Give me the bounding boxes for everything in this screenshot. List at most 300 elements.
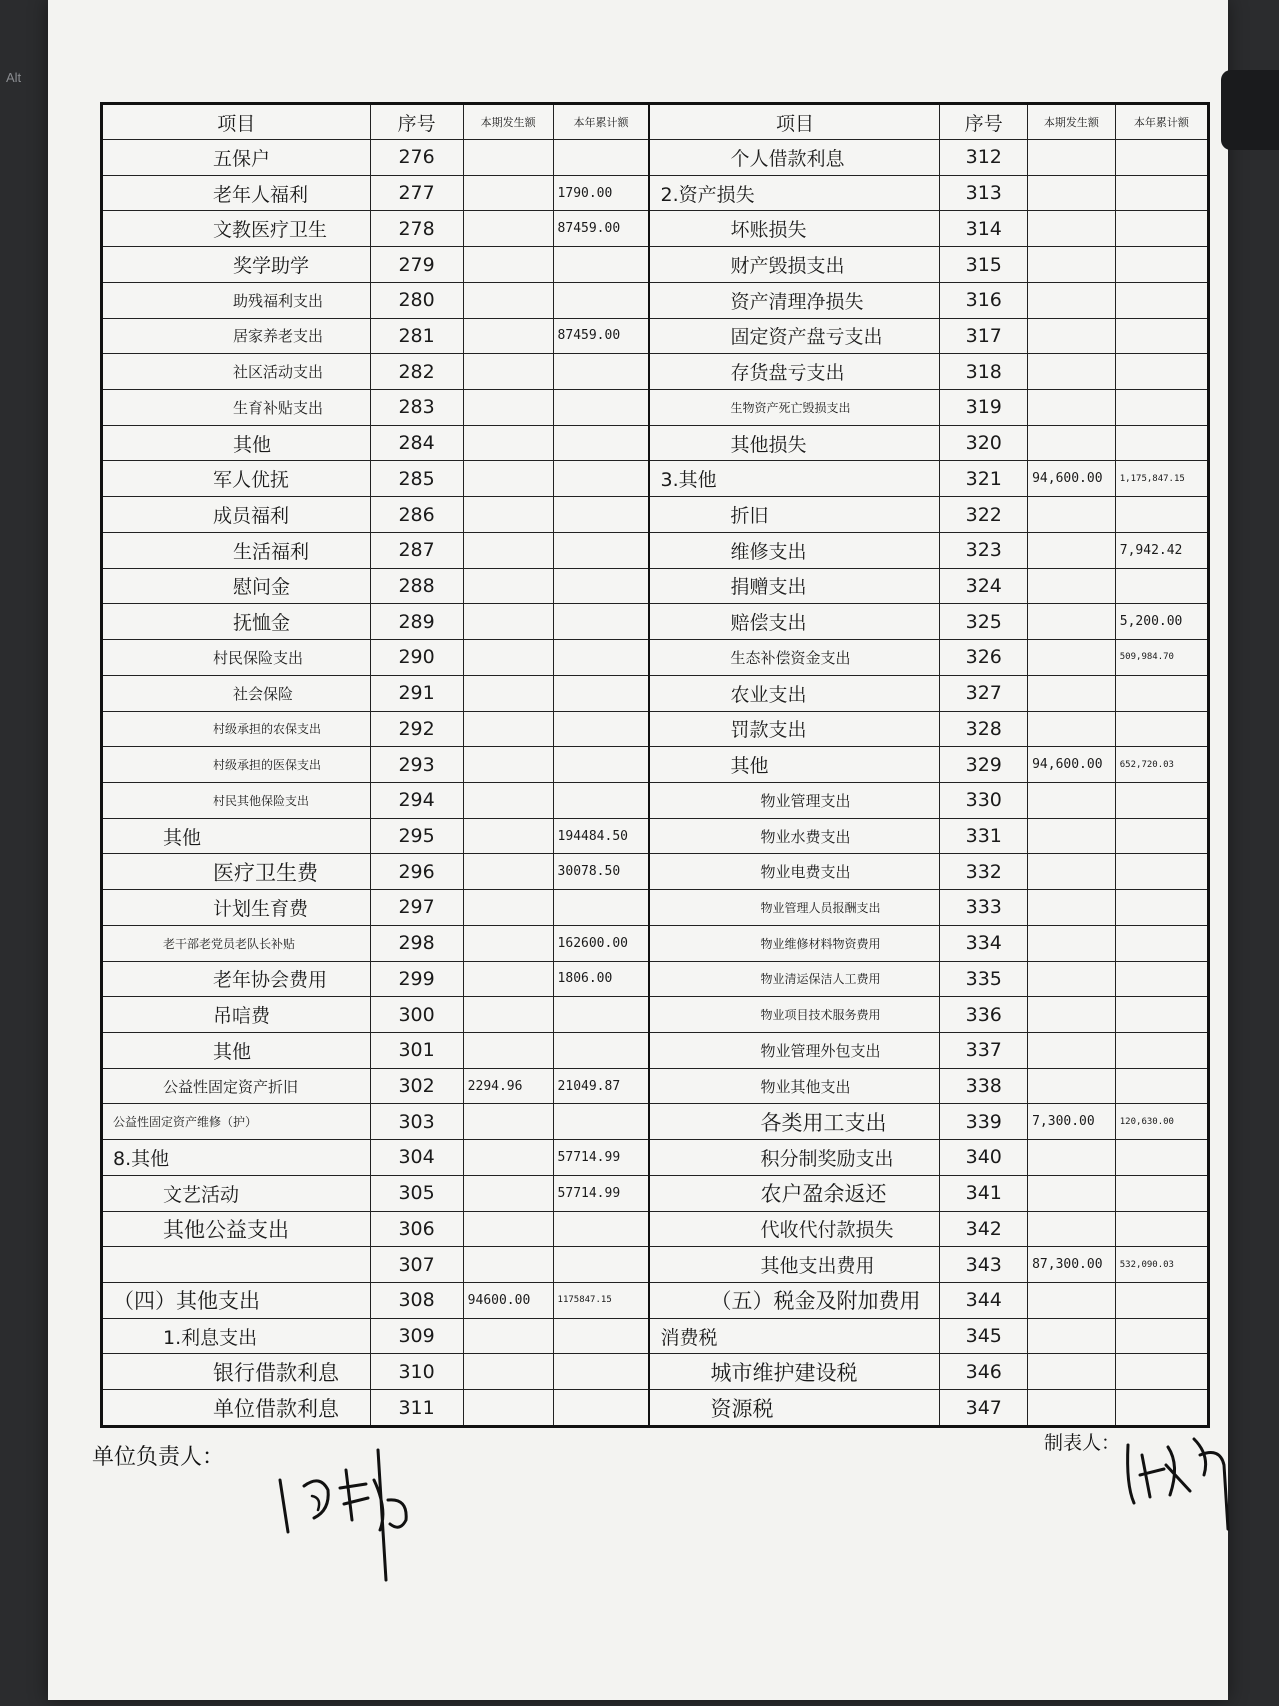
left-ytd-cell [553,247,649,283]
right-ytd-cell: 7,942.42 [1115,532,1208,568]
left-seq-cell: 311 [370,1390,463,1427]
right-current-cell [1028,211,1116,247]
left-ytd-cell [553,532,649,568]
left-item-cell: 公益性固定资产维修（护） [102,1104,371,1140]
right-item-cell: 捐赠支出 [649,568,939,604]
right-ytd-cell [1115,390,1208,426]
right-item-cell: 其他损失 [649,425,939,461]
right-ytd-cell [1115,247,1208,283]
left-ytd-cell: 194484.50 [553,818,649,854]
left-item-cell: 社区活动支出 [102,354,371,390]
left-ytd-cell: 21049.87 [553,1068,649,1104]
table-row [102,782,1209,818]
right-seq-cell: 315 [940,247,1028,283]
left-current-cell [463,925,553,961]
right-current-cell [1028,997,1116,1033]
right-seq-cell: 345 [940,1318,1028,1354]
right-current-cell: 94,600.00 [1028,747,1116,783]
right-ytd-cell: 1,175,847.15 [1115,461,1208,497]
right-seq-cell: 328 [940,711,1028,747]
table-row [102,961,1209,997]
left-item-cell: 其他 [102,1032,371,1068]
right-seq-cell: 312 [940,140,1028,176]
left-current-cell [463,497,553,533]
left-seq-cell: 296 [370,854,463,890]
right-ytd-cell [1115,425,1208,461]
left-seq-cell: 286 [370,497,463,533]
right-item-cell: 生物资产死亡毁损支出 [649,390,939,426]
right-item-cell: 维修支出 [649,532,939,568]
left-item-cell: （四）其他支出 [102,1283,371,1319]
left-seq-cell: 287 [370,532,463,568]
left-seq-cell: 292 [370,711,463,747]
left-ytd-cell [553,1318,649,1354]
left-current-cell [463,1390,553,1427]
left-ytd-cell [553,1390,649,1427]
right-item-cell: 赔偿支出 [649,604,939,640]
right-seq-cell: 332 [940,854,1028,890]
left-seq-cell: 285 [370,461,463,497]
right-item-cell: 代收代付款损失 [649,1211,939,1247]
right-seq-cell: 331 [940,818,1028,854]
left-seq-cell: 293 [370,747,463,783]
left-current-cell [463,1354,553,1390]
left-current-cell [463,854,553,890]
left-current-cell [463,890,553,926]
left-current-cell [463,318,553,354]
left-ytd-cell [553,390,649,426]
right-current-cell [1028,140,1116,176]
right-ytd-cell [1115,1032,1208,1068]
table-row [102,568,1209,604]
right-ytd-cell [1115,354,1208,390]
left-current-cell [463,425,553,461]
left-current-cell [463,354,553,390]
left-current-cell [463,1211,553,1247]
right-current-cell [1028,1318,1116,1354]
right-current-cell [1028,354,1116,390]
background-device [1221,70,1279,150]
col-header-current-right: 本期发生额 [1028,104,1116,140]
left-current-cell [463,140,553,176]
table-row [102,211,1209,247]
right-ytd-cell: 652,720.03 [1115,747,1208,783]
left-seq-cell: 302 [370,1068,463,1104]
right-ytd-cell [1115,1140,1208,1176]
left-seq-cell: 291 [370,675,463,711]
table-row [102,175,1209,211]
left-ytd-cell [553,282,649,318]
right-item-cell: 积分制奖励支出 [649,1140,939,1176]
right-item-cell: 生态补偿资金支出 [649,640,939,676]
right-seq-cell: 316 [940,282,1028,318]
left-ytd-cell: 57714.99 [553,1140,649,1176]
right-current-cell [1028,1390,1116,1427]
right-ytd-cell [1115,711,1208,747]
left-item-cell: 村民其他保险支出 [102,782,371,818]
left-current-cell [463,568,553,604]
left-item-cell: 银行借款利息 [102,1354,371,1390]
left-ytd-cell: 1806.00 [553,961,649,997]
right-ytd-cell [1115,818,1208,854]
left-current-cell [463,282,553,318]
left-item-cell: 军人优抚 [102,461,371,497]
right-ytd-cell [1115,318,1208,354]
table-row [102,1247,1209,1283]
table-row [102,997,1209,1033]
right-item-cell: 各类用工支出 [649,1104,939,1140]
table-row [102,640,1209,676]
right-ytd-cell [1115,1211,1208,1247]
table-row [102,1283,1209,1319]
right-seq-cell: 334 [940,925,1028,961]
right-seq-cell: 347 [940,1390,1028,1427]
right-ytd-cell [1115,890,1208,926]
right-ytd-cell [1115,1390,1208,1427]
left-current-cell [463,247,553,283]
right-current-cell [1028,318,1116,354]
right-ytd-cell: 532,090.03 [1115,1247,1208,1283]
left-ytd-cell [553,890,649,926]
left-ytd-cell [553,461,649,497]
left-item-cell: 吊唁费 [102,997,371,1033]
left-ytd-cell [553,640,649,676]
right-ytd-cell [1115,854,1208,890]
table-row [102,140,1209,176]
left-ytd-cell: 30078.50 [553,854,649,890]
left-seq-cell: 295 [370,818,463,854]
left-item-cell: 计划生育费 [102,890,371,926]
right-seq-cell: 319 [940,390,1028,426]
right-seq-cell: 344 [940,1283,1028,1319]
table-row [102,1175,1209,1211]
left-ytd-cell [553,747,649,783]
left-current-cell [463,1175,553,1211]
left-ytd-cell: 87459.00 [553,211,649,247]
left-item-cell: 生活福利 [102,532,371,568]
left-current-cell [463,1140,553,1176]
right-item-cell: 罚款支出 [649,711,939,747]
right-ytd-cell [1115,782,1208,818]
right-item-cell: 物业项目技术服务费用 [649,997,939,1033]
left-item-cell: 成员福利 [102,497,371,533]
right-seq-cell: 336 [940,997,1028,1033]
left-seq-cell: 294 [370,782,463,818]
right-ytd-cell [1115,1283,1208,1319]
left-seq-cell: 303 [370,1104,463,1140]
left-current-cell [463,175,553,211]
table-row [102,1140,1209,1176]
left-current-cell [463,675,553,711]
table-row [102,890,1209,926]
right-ytd-cell: 509,984.70 [1115,640,1208,676]
table-header-row [102,104,1209,140]
left-seq-cell: 299 [370,961,463,997]
left-current-cell [463,961,553,997]
right-current-cell: 87,300.00 [1028,1247,1116,1283]
right-seq-cell: 329 [940,747,1028,783]
right-item-cell: 财产毁损支出 [649,247,939,283]
right-item-cell: 物业电费支出 [649,854,939,890]
left-ytd-cell [553,354,649,390]
right-item-cell: 折旧 [649,497,939,533]
right-ytd-cell [1115,1354,1208,1390]
right-seq-cell: 343 [940,1247,1028,1283]
right-current-cell [1028,247,1116,283]
left-ytd-cell [553,140,649,176]
right-ytd-cell: 120,630.00 [1115,1104,1208,1140]
table-row [102,747,1209,783]
left-current-cell [463,1318,553,1354]
left-item-cell: 生育补贴支出 [102,390,371,426]
right-item-cell: 物业管理人员报酬支出 [649,890,939,926]
left-current-cell [463,461,553,497]
table-row [102,1354,1209,1390]
right-seq-cell: 320 [940,425,1028,461]
left-item-cell: 村级承担的医保支出 [102,747,371,783]
table-row [102,711,1209,747]
left-ytd-cell [553,1211,649,1247]
expense-ledger-table [100,102,1210,1428]
right-current-cell [1028,1140,1116,1176]
left-item-cell: 慰问金 [102,568,371,604]
right-item-cell: 物业管理支出 [649,782,939,818]
right-seq-cell: 340 [940,1140,1028,1176]
right-current-cell [1028,782,1116,818]
right-current-cell [1028,818,1116,854]
left-seq-cell: 283 [370,390,463,426]
right-seq-cell: 322 [940,497,1028,533]
right-seq-cell: 335 [940,961,1028,997]
left-current-cell [463,711,553,747]
left-ytd-cell [553,711,649,747]
right-seq-cell: 342 [940,1211,1028,1247]
table-body [102,140,1209,1427]
left-current-cell [463,211,553,247]
left-item-cell [102,1247,371,1283]
left-seq-cell: 307 [370,1247,463,1283]
right-ytd-cell [1115,282,1208,318]
right-ytd-cell [1115,497,1208,533]
left-item-cell: 助残福利支出 [102,282,371,318]
right-item-cell: 存货盘亏支出 [649,354,939,390]
right-item-cell: 其他 [649,747,939,783]
right-current-cell [1028,532,1116,568]
right-seq-cell: 333 [940,890,1028,926]
right-ytd-cell [1115,997,1208,1033]
right-item-cell: 城市维护建设税 [649,1354,939,1390]
table-row [102,675,1209,711]
left-item-cell: 老年人福利 [102,175,371,211]
right-current-cell [1028,961,1116,997]
left-item-cell: 8.其他 [102,1140,371,1176]
left-ytd-cell: 57714.99 [553,1175,649,1211]
left-seq-cell: 305 [370,1175,463,1211]
right-ytd-cell [1115,140,1208,176]
right-item-cell: 消费税 [649,1318,939,1354]
right-current-cell [1028,604,1116,640]
right-current-cell [1028,1068,1116,1104]
right-seq-cell: 323 [940,532,1028,568]
right-item-cell: 资产清理净损失 [649,282,939,318]
table-row [102,461,1209,497]
right-seq-cell: 313 [940,175,1028,211]
right-current-cell [1028,925,1116,961]
left-current-cell [463,390,553,426]
right-item-cell: 坏账损失 [649,211,939,247]
left-ytd-cell: 1175847.15 [553,1283,649,1319]
table-row [102,1318,1209,1354]
table-row [102,1211,1209,1247]
table-row [102,1032,1209,1068]
left-seq-cell: 290 [370,640,463,676]
right-current-cell [1028,854,1116,890]
unit-head-label: 单位负责人： [92,1444,225,1469]
col-header-item-right: 项目 [649,104,939,140]
left-current-cell [463,1247,553,1283]
left-current-cell [463,997,553,1033]
right-seq-cell: 324 [940,568,1028,604]
left-seq-cell: 298 [370,925,463,961]
right-current-cell [1028,711,1116,747]
table-row [102,318,1209,354]
right-seq-cell: 314 [940,211,1028,247]
right-seq-cell: 339 [940,1104,1028,1140]
right-seq-cell: 325 [940,604,1028,640]
left-item-cell: 单位借款利息 [102,1390,371,1427]
left-seq-cell: 280 [370,282,463,318]
table-row [102,497,1209,533]
preparer-signature [1120,1425,1240,1535]
right-current-cell [1028,390,1116,426]
left-ytd-cell [553,1104,649,1140]
right-current-cell [1028,282,1116,318]
right-ytd-cell [1115,568,1208,604]
left-seq-cell: 297 [370,890,463,926]
left-seq-cell: 308 [370,1283,463,1319]
left-seq-cell: 277 [370,175,463,211]
left-current-cell [463,1104,553,1140]
right-item-cell: 其他支出费用 [649,1247,939,1283]
right-item-cell: 物业其他支出 [649,1068,939,1104]
right-ytd-cell [1115,1318,1208,1354]
keyboard-alt-key: Alt [6,70,22,85]
left-current-cell [463,782,553,818]
right-current-cell: 7,300.00 [1028,1104,1116,1140]
left-seq-cell: 281 [370,318,463,354]
left-item-cell: 老年协会费用 [102,961,371,997]
right-item-cell: 2.资产损失 [649,175,939,211]
left-item-cell: 1.利息支出 [102,1318,371,1354]
left-item-cell: 村民保险支出 [102,640,371,676]
left-ytd-cell: 162600.00 [553,925,649,961]
right-current-cell [1028,175,1116,211]
right-item-cell: 农户盈余返还 [649,1175,939,1211]
preparer-label: 制表人： [1044,1433,1121,1454]
right-current-cell [1028,640,1116,676]
left-item-cell: 奖学助学 [102,247,371,283]
right-current-cell [1028,890,1116,926]
left-ytd-cell [553,1032,649,1068]
left-current-cell [463,604,553,640]
table-row [102,818,1209,854]
right-current-cell [1028,568,1116,604]
right-current-cell [1028,425,1116,461]
right-current-cell: 94,600.00 [1028,461,1116,497]
table-row [102,1068,1209,1104]
right-item-cell: 农业支出 [649,675,939,711]
left-item-cell: 抚恤金 [102,604,371,640]
left-item-cell: 文教医疗卫生 [102,211,371,247]
left-seq-cell: 306 [370,1211,463,1247]
right-item-cell: 物业清运保洁人工费用 [649,961,939,997]
right-item-cell: 物业水费支出 [649,818,939,854]
right-item-cell: 3.其他 [649,461,939,497]
right-item-cell: 物业维修材料物资费用 [649,925,939,961]
left-seq-cell: 282 [370,354,463,390]
left-ytd-cell [553,1354,649,1390]
right-current-cell [1028,1175,1116,1211]
left-item-cell: 其他公益支出 [102,1211,371,1247]
right-ytd-cell [1115,175,1208,211]
left-item-cell: 医疗卫生费 [102,854,371,890]
right-ytd-cell: 5,200.00 [1115,604,1208,640]
right-current-cell [1028,1283,1116,1319]
table-row [102,604,1209,640]
col-header-ytd: 本年累计额 [553,104,649,140]
table-row [102,282,1209,318]
right-seq-cell: 317 [940,318,1028,354]
col-header-ytd-right: 本年累计额 [1115,104,1208,140]
left-item-cell: 村级承担的农保支出 [102,711,371,747]
right-ytd-cell [1115,1175,1208,1211]
right-seq-cell: 330 [940,782,1028,818]
col-header-current: 本期发生额 [463,104,553,140]
left-seq-cell: 288 [370,568,463,604]
right-seq-cell: 341 [940,1175,1028,1211]
table-row [102,854,1209,890]
left-ytd-cell [553,604,649,640]
unit-head-signature [270,1440,430,1590]
left-ytd-cell: 1790.00 [553,175,649,211]
left-ytd-cell [553,782,649,818]
left-current-cell [463,640,553,676]
right-ytd-cell [1115,925,1208,961]
table-row [102,925,1209,961]
right-current-cell [1028,1211,1116,1247]
left-current-cell [463,1032,553,1068]
right-item-cell: 资源税 [649,1390,939,1427]
left-item-cell: 公益性固定资产折旧 [102,1068,371,1104]
left-seq-cell: 301 [370,1032,463,1068]
left-ytd-cell [553,675,649,711]
left-current-cell [463,747,553,783]
left-seq-cell: 310 [370,1354,463,1390]
right-item-cell: 固定资产盘亏支出 [649,318,939,354]
left-current-cell [463,818,553,854]
left-item-cell: 其他 [102,425,371,461]
right-ytd-cell [1115,961,1208,997]
left-item-cell: 居家养老支出 [102,318,371,354]
right-seq-cell: 346 [940,1354,1028,1390]
right-seq-cell: 326 [940,640,1028,676]
col-header-seq: 序号 [370,104,463,140]
right-ytd-cell [1115,1068,1208,1104]
right-seq-cell: 318 [940,354,1028,390]
right-ytd-cell [1115,211,1208,247]
right-seq-cell: 338 [940,1068,1028,1104]
col-header-seq-right: 序号 [940,104,1028,140]
